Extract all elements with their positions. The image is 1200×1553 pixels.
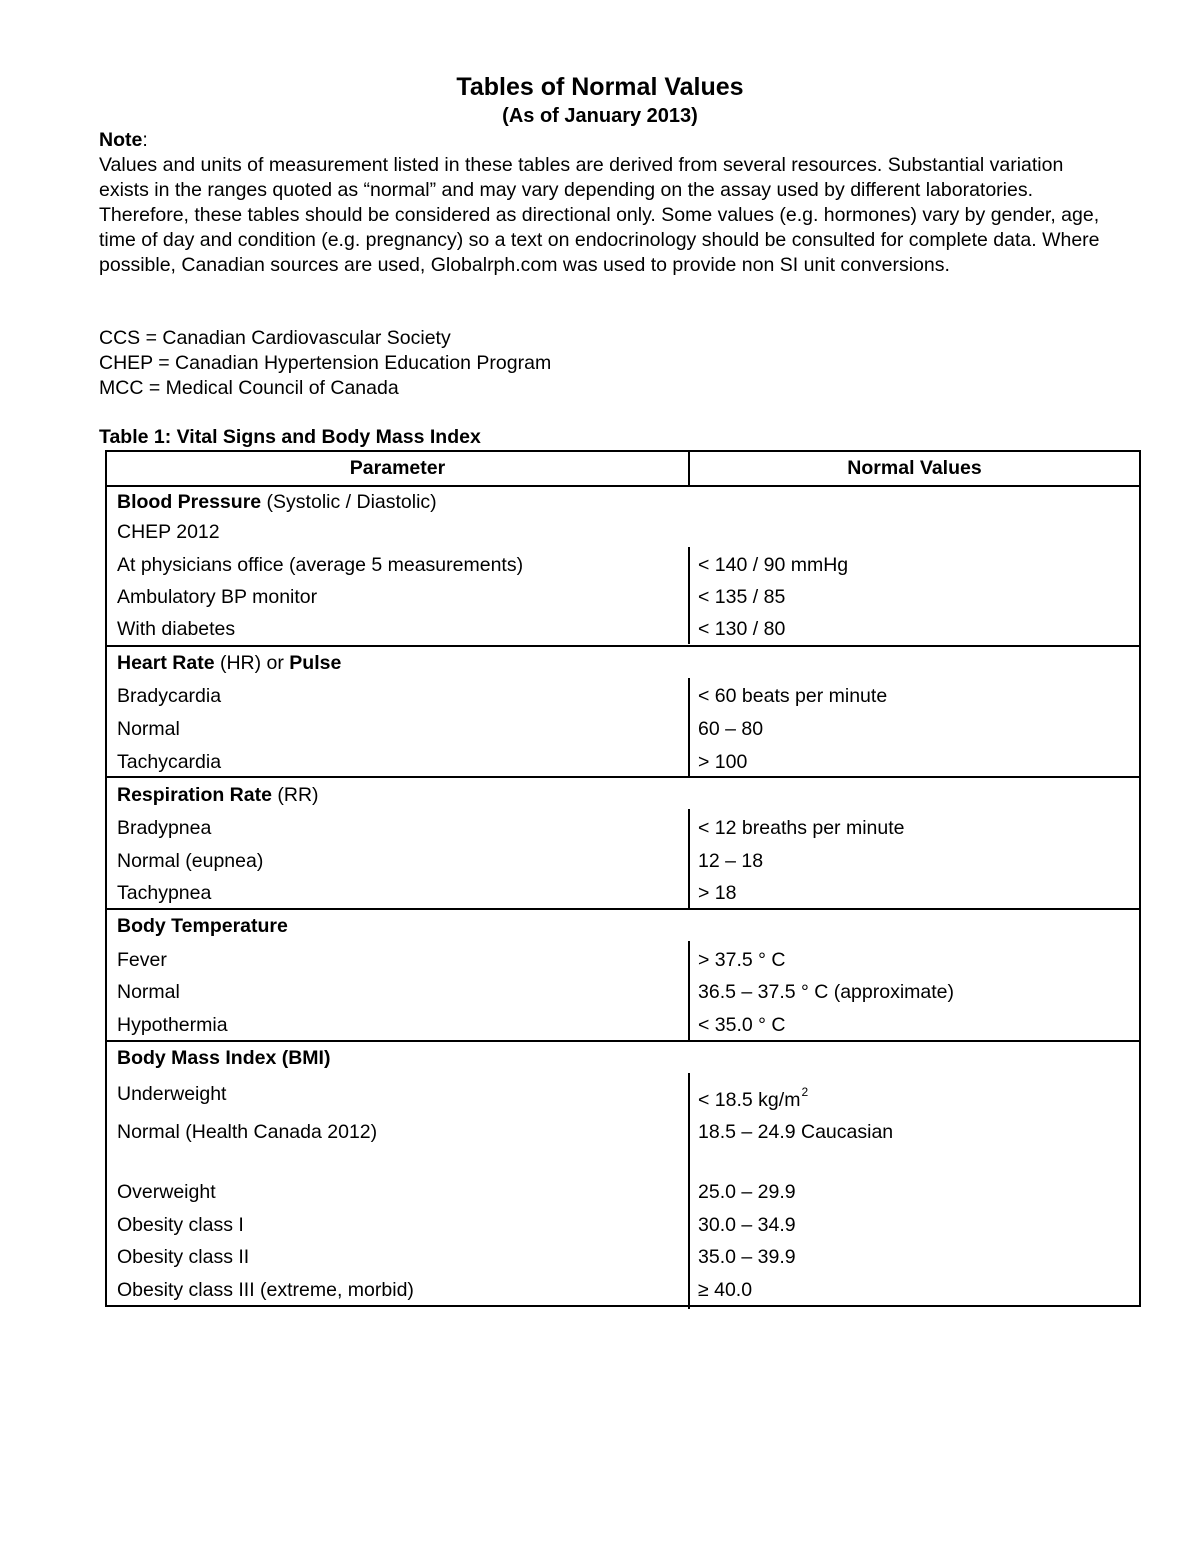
row-divider	[107, 1040, 1139, 1042]
note-text: Values and units of measurement listed in these tables are derived from several resources. Substantial variation exists in the ranges quoted as “normal” and may vary depending on the assay used by different laboratories. Therefore, these tables should be considered as directional only. Some values (e.g. hormones) vary by gender, age, time of day and condition (e.g. pregnancy) so a text on endocrinology should be consulted for complete data. Where possible, Canadian sources are used, Globalrph.com was used to provide non SI unit conversions.	[99, 154, 1100, 276]
row-divider	[107, 908, 1139, 910]
note-section	[99, 128, 1109, 278]
abbreviation-mcc: MCC = Medical Council of Canada	[99, 377, 399, 399]
section-heading-middle: (HR) or	[214, 652, 290, 674]
vital-signs-table	[105, 450, 1141, 1307]
abbreviation-ccs: CCS = Canadian Cardiovascular Society	[99, 327, 451, 349]
table-row-param: Tachypnea	[117, 882, 212, 904]
bmi-underweight-value: < 18.5 kg/m	[698, 1089, 801, 1111]
table-row-source: CHEP 2012	[117, 521, 220, 543]
table-row-value: ≥ 40.0	[698, 1279, 753, 1301]
column-header-normal-values: Normal Values	[847, 457, 982, 479]
section-heading-bold: Heart Rate	[117, 652, 215, 674]
document-subtitle: (As of January 2013)	[502, 105, 698, 127]
table-row-param: At physicians office (average 5 measurements)	[117, 554, 524, 576]
row-divider	[107, 485, 1139, 487]
table-row-value: 35.0 – 39.9	[698, 1246, 796, 1268]
table-row-value: < 135 / 85	[698, 586, 786, 608]
table-row-param: Normal (Health Canada 2012)	[117, 1121, 378, 1143]
table-row-param: Obesity class III (extreme, morbid)	[117, 1279, 414, 1301]
table-row-value: > 100	[698, 751, 748, 773]
section-heading-blood-pressure	[117, 490, 437, 514]
table-row-value: 30.0 – 34.9	[698, 1214, 796, 1236]
table-row-value: 60 – 80	[698, 718, 764, 740]
abbreviation-list	[99, 326, 551, 401]
section-heading-body-temperature: Body Temperature	[117, 915, 288, 937]
table-row-param: With diabetes	[117, 618, 236, 640]
column-divider	[688, 941, 690, 1040]
table-row-param: Overweight	[117, 1181, 216, 1203]
table-row-value: < 12 breaths per minute	[698, 817, 905, 839]
table-row-param: Normal (eupnea)	[117, 850, 264, 872]
table-row-value: > 18	[698, 882, 737, 904]
section-heading-suffix: (Systolic / Diastolic)	[261, 491, 437, 513]
table-row-value: < 60 beats per minute	[698, 685, 888, 707]
column-divider	[688, 678, 690, 777]
table-row-param: Bradycardia	[117, 685, 222, 707]
section-heading-bold: Respiration Rate	[117, 784, 272, 806]
abbreviation-chep: CHEP = Canadian Hypertension Education Program	[99, 352, 552, 374]
table-row-value: 18.5 – 24.9 Caucasian	[698, 1121, 894, 1143]
table-row-param: Normal	[117, 981, 180, 1003]
table-caption: Table 1: Vital Signs and Body Mass Index	[99, 426, 481, 448]
section-heading-bold: Pulse	[289, 652, 342, 674]
table-row-value: > 37.5 ° C	[698, 949, 786, 971]
table-row-param: Hypothermia	[117, 1014, 228, 1036]
table-row-param: Obesity class II	[117, 1246, 250, 1268]
table-row-param: Tachycardia	[117, 751, 222, 773]
section-heading-heart-rate	[117, 651, 341, 675]
table-row-param: Ambulatory BP monitor	[117, 586, 318, 608]
table-row-value: < 140 / 90 mmHg	[698, 554, 849, 576]
section-heading-bold: Blood Pressure	[117, 491, 262, 513]
table-row-param: Underweight	[117, 1083, 227, 1105]
row-divider	[107, 776, 1139, 778]
table-row-param: Bradypnea	[117, 817, 212, 839]
table-row-value: < 130 / 80	[698, 618, 786, 640]
column-divider	[688, 547, 690, 644]
section-heading-respiration-rate	[117, 783, 319, 807]
table-row-param: Normal	[117, 718, 180, 740]
row-divider	[107, 645, 1139, 647]
table-row-value: < 35.0 ° C	[698, 1014, 786, 1036]
section-heading-body-mass-index: Body Mass Index (BMI)	[117, 1047, 331, 1069]
column-divider	[688, 1073, 690, 1309]
table-row-value: 25.0 – 29.9	[698, 1181, 796, 1203]
note-label: Note	[99, 129, 143, 151]
table-row-param: Fever	[117, 949, 167, 971]
note-colon: :	[142, 129, 148, 151]
superscript-two: 2	[801, 1085, 809, 1099]
table-row-value: 36.5 – 37.5 ° C (approximate)	[698, 981, 955, 1003]
column-divider	[688, 809, 690, 908]
document-title: Tables of Normal Values	[456, 73, 744, 101]
column-header-parameter: Parameter	[349, 457, 446, 479]
section-heading-suffix: (RR)	[271, 784, 319, 806]
table-row-param: Obesity class I	[117, 1214, 244, 1236]
table-row-value: 12 – 18	[698, 850, 764, 872]
table-row-value	[698, 1085, 809, 1114]
